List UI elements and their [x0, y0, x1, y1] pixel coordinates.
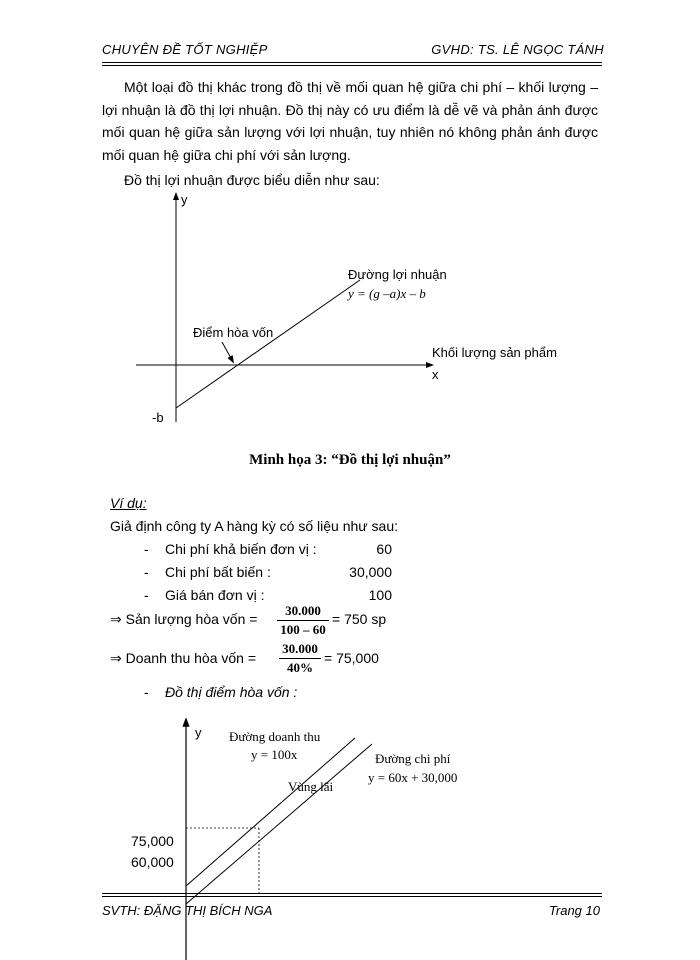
profit-line-label: Đường lợi nhuận: [348, 267, 447, 282]
fraction-numerator: 30.000: [277, 603, 329, 621]
profit-chart-x-desc: Khối lượng sản phẩm: [432, 345, 557, 360]
cost-line-label: Đường chi phí: [375, 751, 451, 766]
item-value-fixed-cost: 30,000: [349, 564, 392, 580]
graph-label: Đồ thị điểm hòa vốn :: [165, 684, 298, 700]
formula-break-even-quantity: ⇒ Sản lượng hòa vốn =: [110, 611, 258, 627]
footer-left: SVTH: ĐẶNG THỊ BÍCH NGA: [102, 903, 273, 918]
item-label-fixed-cost: Chi phí bất biến :: [165, 564, 271, 580]
header-right: GVHD: TS. LÊ NGỌC TÁNH: [431, 42, 604, 57]
item-dash: -: [144, 541, 149, 557]
y-tick-60000: 60,000: [131, 854, 174, 870]
break-even-label: Điểm hòa vốn: [193, 325, 274, 340]
breakeven-chart-y-label: y: [195, 725, 202, 740]
graph-label-dash: -: [144, 684, 149, 700]
fraction-numerator: 30.000: [279, 641, 321, 659]
item-label-variable-cost: Chi phí khả biến đơn vị :: [165, 541, 317, 557]
profit-line-equation: y = (g –a)x – b: [348, 286, 426, 301]
footer-rule-2: [102, 896, 602, 897]
formula-break-even-revenue: ⇒ Doanh thu hòa vốn =: [110, 650, 257, 666]
example-intro: Giả định công ty A hàng kỳ có số liệu như sau:: [110, 518, 398, 534]
example-title: Ví dụ:: [110, 495, 147, 511]
cost-line: [186, 744, 372, 904]
profit-chart-intercept: -b: [152, 410, 164, 425]
profit-chart-y-label: y: [181, 192, 188, 207]
profit-chart-x-label: x: [432, 367, 439, 382]
figure-caption: Minh họa 3: “Đồ thị lợi nhuận”: [249, 452, 451, 468]
profit-zone-label: Vùng lãi: [288, 779, 334, 794]
item-dash: -: [144, 587, 149, 603]
revenue-line-equation: y = 100x: [251, 747, 298, 762]
formula-break-even-quantity-result: = 750 sp: [332, 611, 387, 627]
item-dash: -: [144, 564, 149, 580]
paragraph-chart-lead: Đồ thị lợi nhuận được biểu diễn như sau:: [124, 172, 380, 188]
formula-break-even-revenue-result: = 75,000: [324, 650, 379, 666]
fraction-denominator: 100 – 60: [280, 622, 326, 637]
header-left: CHUYÊN ĐỀ TỐT NGHIỆP: [102, 42, 268, 57]
paragraph-profit-chart-intro: Một loại đồ thị khác trong đồ thị về mối quan hệ giữa chi phí – khối lượng – lợi nhuận là đồ thị lợi nhuận. Đồ thị này có ưu điểm là dễ vẽ và phản ánh được mối quan hệ giữa sản lượng với lợi nhuận, tuy nhiên nó không phản ánh được mối quan hệ giữa chi phí với sản lượng.: [102, 79, 598, 163]
item-label-unit-price: Giá bán đơn vị :: [165, 587, 265, 603]
item-value-variable-cost: 60: [376, 541, 392, 557]
footer-rule: [102, 893, 602, 894]
revenue-line-label: Đường doanh thu: [229, 729, 321, 744]
cost-line-equation: y = 60x + 30,000: [368, 770, 458, 785]
fraction-denominator: 40%: [287, 660, 313, 675]
footer-page-number: Trang 10: [548, 903, 600, 918]
item-value-unit-price: 100: [368, 587, 392, 603]
y-tick-75000: 75,000: [131, 833, 174, 849]
